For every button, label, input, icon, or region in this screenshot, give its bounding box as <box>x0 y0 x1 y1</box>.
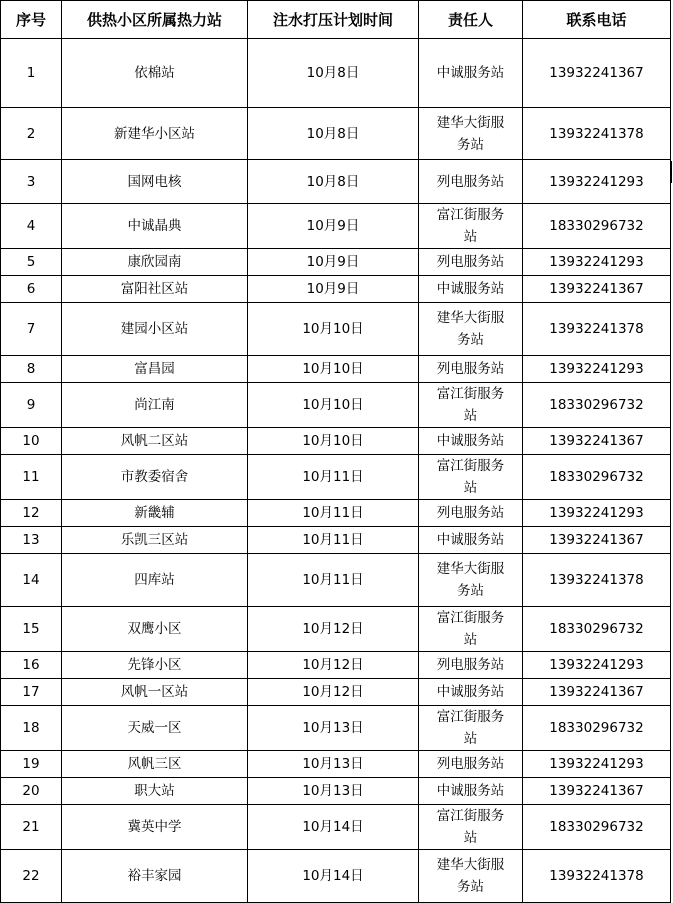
schedule-time-cell: 10月11日 <box>248 554 419 607</box>
table-row <box>1 554 671 607</box>
table-row <box>1 39 671 108</box>
responsible-cell: 中诚服务站 <box>419 276 523 303</box>
table-row <box>1 428 671 455</box>
schedule-time-cell: 10月14日 <box>248 850 419 903</box>
station-name-cell: 新建华小区站 <box>62 108 248 160</box>
phone-number-cell: 13932241378 <box>523 554 671 607</box>
phone-number-cell: 18330296732 <box>523 805 671 850</box>
header-no: 序号 <box>1 1 62 39</box>
schedule-time-cell: 10月14日 <box>248 805 419 850</box>
phone-number-cell: 13932241293 <box>523 249 671 276</box>
responsible-cell: 富江街服务站 <box>419 706 523 751</box>
schedule-time-cell: 10月12日 <box>248 607 419 652</box>
schedule-time-cell: 10月13日 <box>248 778 419 805</box>
phone-number-cell: 13932241293 <box>523 751 671 778</box>
row-number-cell: 4 <box>1 204 62 249</box>
responsible-cell: 列电服务站 <box>419 652 523 679</box>
schedule-time-cell: 10月9日 <box>248 276 419 303</box>
station-name-cell: 冀英中学 <box>62 805 248 850</box>
table-row <box>1 706 671 751</box>
phone-number-cell: 13932241378 <box>523 850 671 903</box>
header-person: 责任人 <box>419 1 523 39</box>
schedule-time-cell: 10月8日 <box>248 108 419 160</box>
phone-number-cell: 13932241378 <box>523 303 671 356</box>
phone-number-cell: 13932241293 <box>523 356 671 383</box>
station-name-cell: 风帆一区站 <box>62 679 248 706</box>
responsible-cell: 中诚服务站 <box>419 778 523 805</box>
row-number-cell: 20 <box>1 778 62 805</box>
table-row <box>1 455 671 500</box>
table-row <box>1 850 671 903</box>
station-name-cell: 依棉站 <box>62 39 248 108</box>
table-row <box>1 108 671 160</box>
phone-number-cell: 13932241367 <box>523 39 671 108</box>
cursor-mark <box>670 161 672 183</box>
responsible-cell: 中诚服务站 <box>419 39 523 108</box>
schedule-time-cell: 10月13日 <box>248 751 419 778</box>
responsible-cell: 建华大街服务站 <box>419 303 523 356</box>
responsible-cell: 列电服务站 <box>419 751 523 778</box>
schedule-time-cell: 10月10日 <box>248 383 419 428</box>
phone-number-cell: 13932241378 <box>523 108 671 160</box>
responsible-cell: 中诚服务站 <box>419 428 523 455</box>
row-number-cell: 5 <box>1 249 62 276</box>
phone-number-cell: 18330296732 <box>523 706 671 751</box>
schedule-time-cell: 10月10日 <box>248 356 419 383</box>
header-time: 注水打压计划时间 <box>248 1 419 39</box>
schedule-time-cell: 10月11日 <box>248 500 419 527</box>
responsible-cell: 富江街服务站 <box>419 204 523 249</box>
table-row <box>1 303 671 356</box>
station-name-cell: 中诚晶典 <box>62 204 248 249</box>
phone-number-cell: 13932241367 <box>523 428 671 455</box>
station-name-cell: 国网电核 <box>62 160 248 204</box>
phone-number-cell: 18330296732 <box>523 455 671 500</box>
row-number-cell: 21 <box>1 805 62 850</box>
table-row <box>1 160 671 204</box>
responsible-cell: 建华大街服务站 <box>419 108 523 160</box>
station-name-cell: 建园小区站 <box>62 303 248 356</box>
station-name-cell: 风帆三区 <box>62 751 248 778</box>
station-name-cell: 裕丰家园 <box>62 850 248 903</box>
responsible-cell: 富江街服务站 <box>419 607 523 652</box>
table-row <box>1 805 671 850</box>
table-row <box>1 383 671 428</box>
table-row <box>1 356 671 383</box>
row-number-cell: 22 <box>1 850 62 903</box>
responsible-cell: 中诚服务站 <box>419 527 523 554</box>
phone-number-cell: 13932241293 <box>523 652 671 679</box>
station-name-cell: 风帆二区站 <box>62 428 248 455</box>
row-number-cell: 19 <box>1 751 62 778</box>
station-name-cell: 富阳社区站 <box>62 276 248 303</box>
schedule-time-cell: 10月8日 <box>248 160 419 204</box>
row-number-cell: 3 <box>1 160 62 204</box>
station-name-cell: 富昌园 <box>62 356 248 383</box>
station-name-cell: 尚江南 <box>62 383 248 428</box>
table-row <box>1 751 671 778</box>
table-row <box>1 204 671 249</box>
row-number-cell: 10 <box>1 428 62 455</box>
responsible-cell: 建华大街服务站 <box>419 554 523 607</box>
table-row <box>1 249 671 276</box>
row-number-cell: 17 <box>1 679 62 706</box>
responsible-cell: 富江街服务站 <box>419 805 523 850</box>
row-number-cell: 11 <box>1 455 62 500</box>
schedule-time-cell: 10月11日 <box>248 455 419 500</box>
schedule-time-cell: 10月10日 <box>248 303 419 356</box>
station-name-cell: 天威一区 <box>62 706 248 751</box>
schedule-time-cell: 10月8日 <box>248 39 419 108</box>
table-row <box>1 778 671 805</box>
schedule-time-cell: 10月11日 <box>248 527 419 554</box>
schedule-time-cell: 10月9日 <box>248 249 419 276</box>
responsible-cell: 列电服务站 <box>419 500 523 527</box>
station-name-cell: 职大站 <box>62 778 248 805</box>
responsible-cell: 建华大街服务站 <box>419 850 523 903</box>
station-name-cell: 双鹰小区 <box>62 607 248 652</box>
station-name-cell: 新畿辅 <box>62 500 248 527</box>
header-phone: 联系电话 <box>523 1 671 39</box>
schedule-time-cell: 10月13日 <box>248 706 419 751</box>
table-row <box>1 276 671 303</box>
table-row <box>1 500 671 527</box>
phone-number-cell: 18330296732 <box>523 383 671 428</box>
table-row <box>1 527 671 554</box>
phone-number-cell: 18330296732 <box>523 607 671 652</box>
row-number-cell: 9 <box>1 383 62 428</box>
station-name-cell: 市教委宿舍 <box>62 455 248 500</box>
row-number-cell: 1 <box>1 39 62 108</box>
station-name-cell: 四库站 <box>62 554 248 607</box>
station-name-cell: 乐凯三区站 <box>62 527 248 554</box>
table-row <box>1 679 671 706</box>
phone-number-cell: 13932241367 <box>523 679 671 706</box>
phone-number-cell: 13932241367 <box>523 778 671 805</box>
row-number-cell: 7 <box>1 303 62 356</box>
responsible-cell: 列电服务站 <box>419 160 523 204</box>
row-number-cell: 13 <box>1 527 62 554</box>
schedule-time-cell: 10月9日 <box>248 204 419 249</box>
row-number-cell: 12 <box>1 500 62 527</box>
phone-number-cell: 13932241367 <box>523 276 671 303</box>
header-station: 供热小区所属热力站 <box>62 1 248 39</box>
responsible-cell: 列电服务站 <box>419 249 523 276</box>
header-row <box>1 1 671 39</box>
row-number-cell: 18 <box>1 706 62 751</box>
row-number-cell: 14 <box>1 554 62 607</box>
schedule-time-cell: 10月12日 <box>248 679 419 706</box>
responsible-cell: 富江街服务站 <box>419 455 523 500</box>
responsible-cell: 中诚服务站 <box>419 679 523 706</box>
schedule-time-cell: 10月10日 <box>248 428 419 455</box>
phone-number-cell: 13932241367 <box>523 527 671 554</box>
phone-number-cell: 18330296732 <box>523 204 671 249</box>
phone-number-cell: 13932241293 <box>523 500 671 527</box>
schedule-time-cell: 10月12日 <box>248 652 419 679</box>
row-number-cell: 15 <box>1 607 62 652</box>
station-name-cell: 康欣园南 <box>62 249 248 276</box>
row-number-cell: 6 <box>1 276 62 303</box>
responsible-cell: 富江街服务站 <box>419 383 523 428</box>
row-number-cell: 8 <box>1 356 62 383</box>
station-name-cell: 先锋小区 <box>62 652 248 679</box>
table-row <box>1 652 671 679</box>
phone-number-cell: 13932241293 <box>523 160 671 204</box>
responsible-cell: 列电服务站 <box>419 356 523 383</box>
row-number-cell: 16 <box>1 652 62 679</box>
row-number-cell: 2 <box>1 108 62 160</box>
table-row <box>1 607 671 652</box>
